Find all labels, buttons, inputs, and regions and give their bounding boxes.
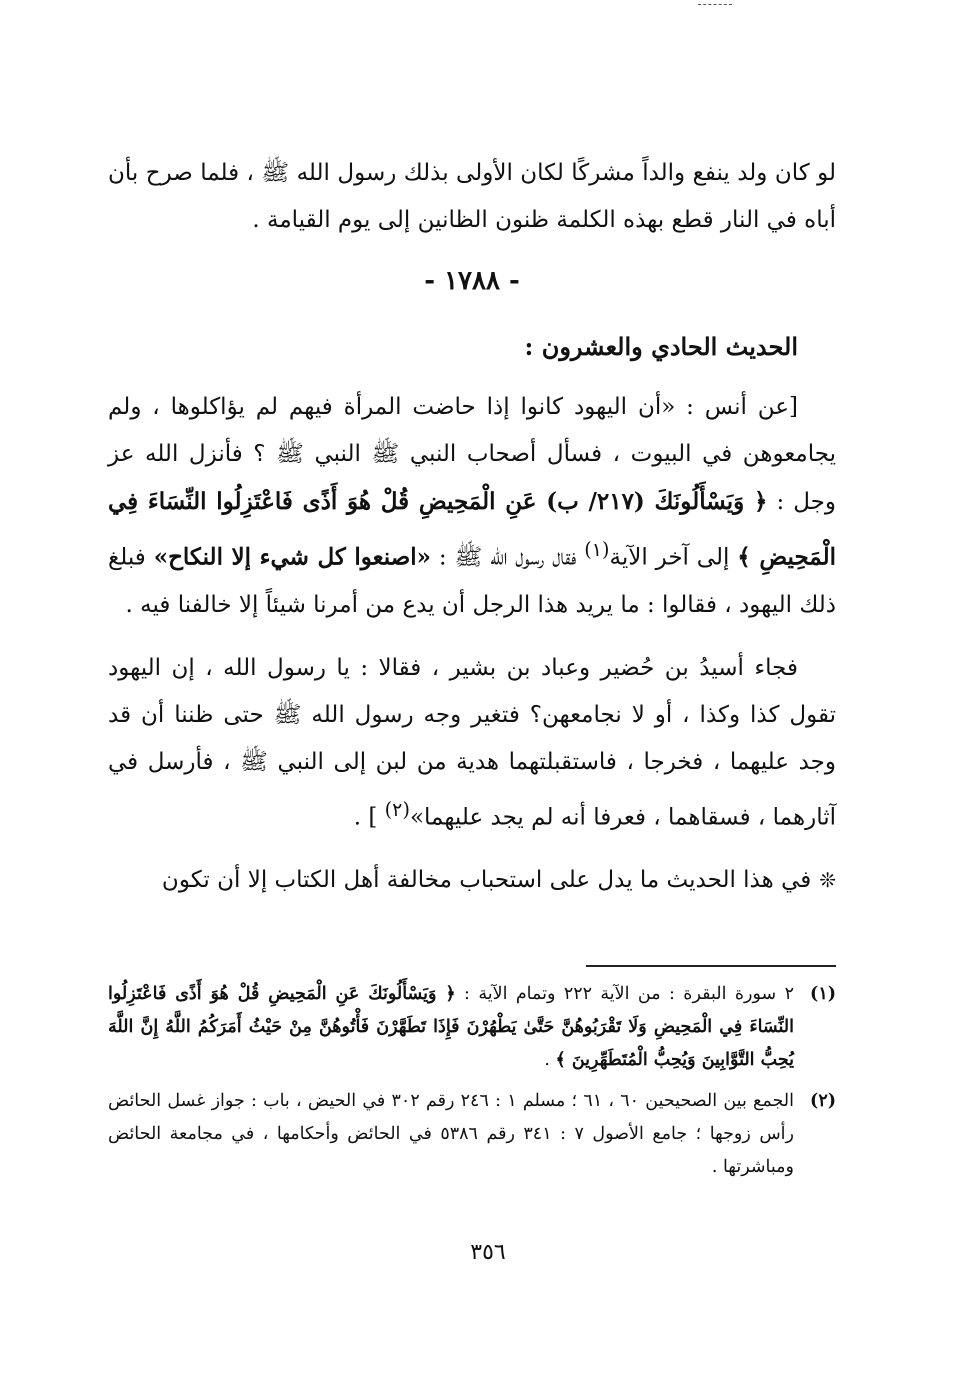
- hadith-text-part: إلى آخر الآية: [609, 544, 738, 571]
- hadith-text-part: [عن أنس : «أن اليهود كانوا إذا حاضت المرأة فيهم لم يؤاكلوها ، ولم يجامعوهن في البيوت ، فسأل أصحاب النبي ﷺ النبي ﷺ ؟ فأنزل الله عز وجل :: [108, 394, 836, 515]
- commentary-text: في هذا الحديث ما يدل على استحباب مخالفة أهل الكتاب إلا أن تكون: [161, 867, 812, 894]
- commentary-paragraph: [108, 857, 836, 904]
- page-number: ٣٥٦: [470, 1240, 506, 1265]
- footnote-source: ٢ سورة البقرة : من الآية ٢٢٢ وتمام الآية :: [455, 984, 794, 1004]
- footnote-1: [108, 978, 836, 1077]
- footnote-text: [108, 978, 794, 1077]
- footnote-end: .: [544, 1050, 556, 1070]
- footnote-marker: (٢): [384, 797, 410, 821]
- hadith-text-part: فجاء أسيدُ بن حُضير وعباد بن بشير ، فقالا : يا رسول الله ، إن اليهود تقول كذا وكذا ، أو لا نجامعهن؟ فتغير وجه رسول الله ﷺ حتى ظننا أن قد وجد عليهما ، فخرجا ، فاستقبلتهما هدية من لبن إلى النبي ﷺ ، فأرسل في آثارهما ، فسقاهما ، فعرفا أنه لم يجد عليهما»: [108, 654, 836, 831]
- footnote-quran-verse: ﴿ وَيَسْأَلُونَكَ عَنِ الْمَحِيضِ قُلْ هُوَ أَذًى فَاعْتَزِلُوا النِّسَاءَ فِي الْمَحِيضِ وَلَا تَقْرَبُوهُنَّ حَتَّىٰ يَطْهُرْنَ فَإِذَا تَطَهَّرْنَ فَأْتُوهُنَّ مِنْ حَيْثُ أَمَرَكُمُ اللَّهُ إِنَّ اللَّهَ يُحِبُّ التَّوَّابِينَ وَيُحِبُّ الْمُتَطَهِّرِينَ ﴾: [108, 984, 794, 1070]
- hadith-text-part: ] .: [353, 804, 385, 831]
- hadith-text-part: فبلغ ذلك اليهود ، فقالوا : ما يريد هذا الرجل أن يدع من أمرنا شيئاً إلا خالفنا فيه .: [108, 544, 836, 618]
- intro-paragraph: لو كان ولد ينفع والداً مشركًا لكان الأولى بذلك رسول الله ﷺ ، فلما صرح بأن أباه في النار قطع بهذه الكلمة ظنون الظانين إلى يوم القيامة .: [108, 160, 836, 233]
- hadith-number: - ١٧٨٨ -: [424, 266, 520, 296]
- main-text: [108, 150, 836, 904]
- footnote-divider: [586, 965, 836, 967]
- section-heading: الحديث الحادي والعشرون :: [524, 332, 798, 361]
- hadith-text-part: فقال رسول الله ﷺ :: [431, 544, 585, 571]
- footnote-marker: (١): [584, 538, 610, 561]
- quran-verse: ﴿ وَيَسْأَلُونَكَ (٢١٧/ ب) عَنِ الْمَحِيضِ قُلْ هُوَ أَذًى فَاعْتَزِلُوا النِّسَاءَ فِي الْمَحِيضِ ﴾: [108, 488, 836, 571]
- footnote-number: (١): [810, 984, 836, 1004]
- hadith-paragraph-2: [108, 645, 836, 842]
- star-bullet-icon: ❊: [819, 868, 836, 893]
- footnote-number: (٢): [810, 1091, 836, 1111]
- footnotes: [108, 978, 836, 1192]
- page-top-mark: [698, 4, 732, 5]
- footnote-2: [108, 1085, 836, 1184]
- prophet-quote: «اصنعوا كل شيء إلا النكاح»: [153, 543, 432, 571]
- hadith-paragraph-1: [108, 384, 836, 629]
- footnote-text: الجمع بين الصحيحين ٦٠ ، ٦١ ؛ مسلم ١ : ٢٤٦ رقم ٣٠٢ في الحيض ، باب : جواز غسل الحائض رأس زوجها ؛ جامع الأصول ٧ : ٣٤١ رقم ٥٣٨٦ في الحائض وأحكامها ، في مجامعة الحائض ومباشرتها .: [108, 1091, 794, 1177]
